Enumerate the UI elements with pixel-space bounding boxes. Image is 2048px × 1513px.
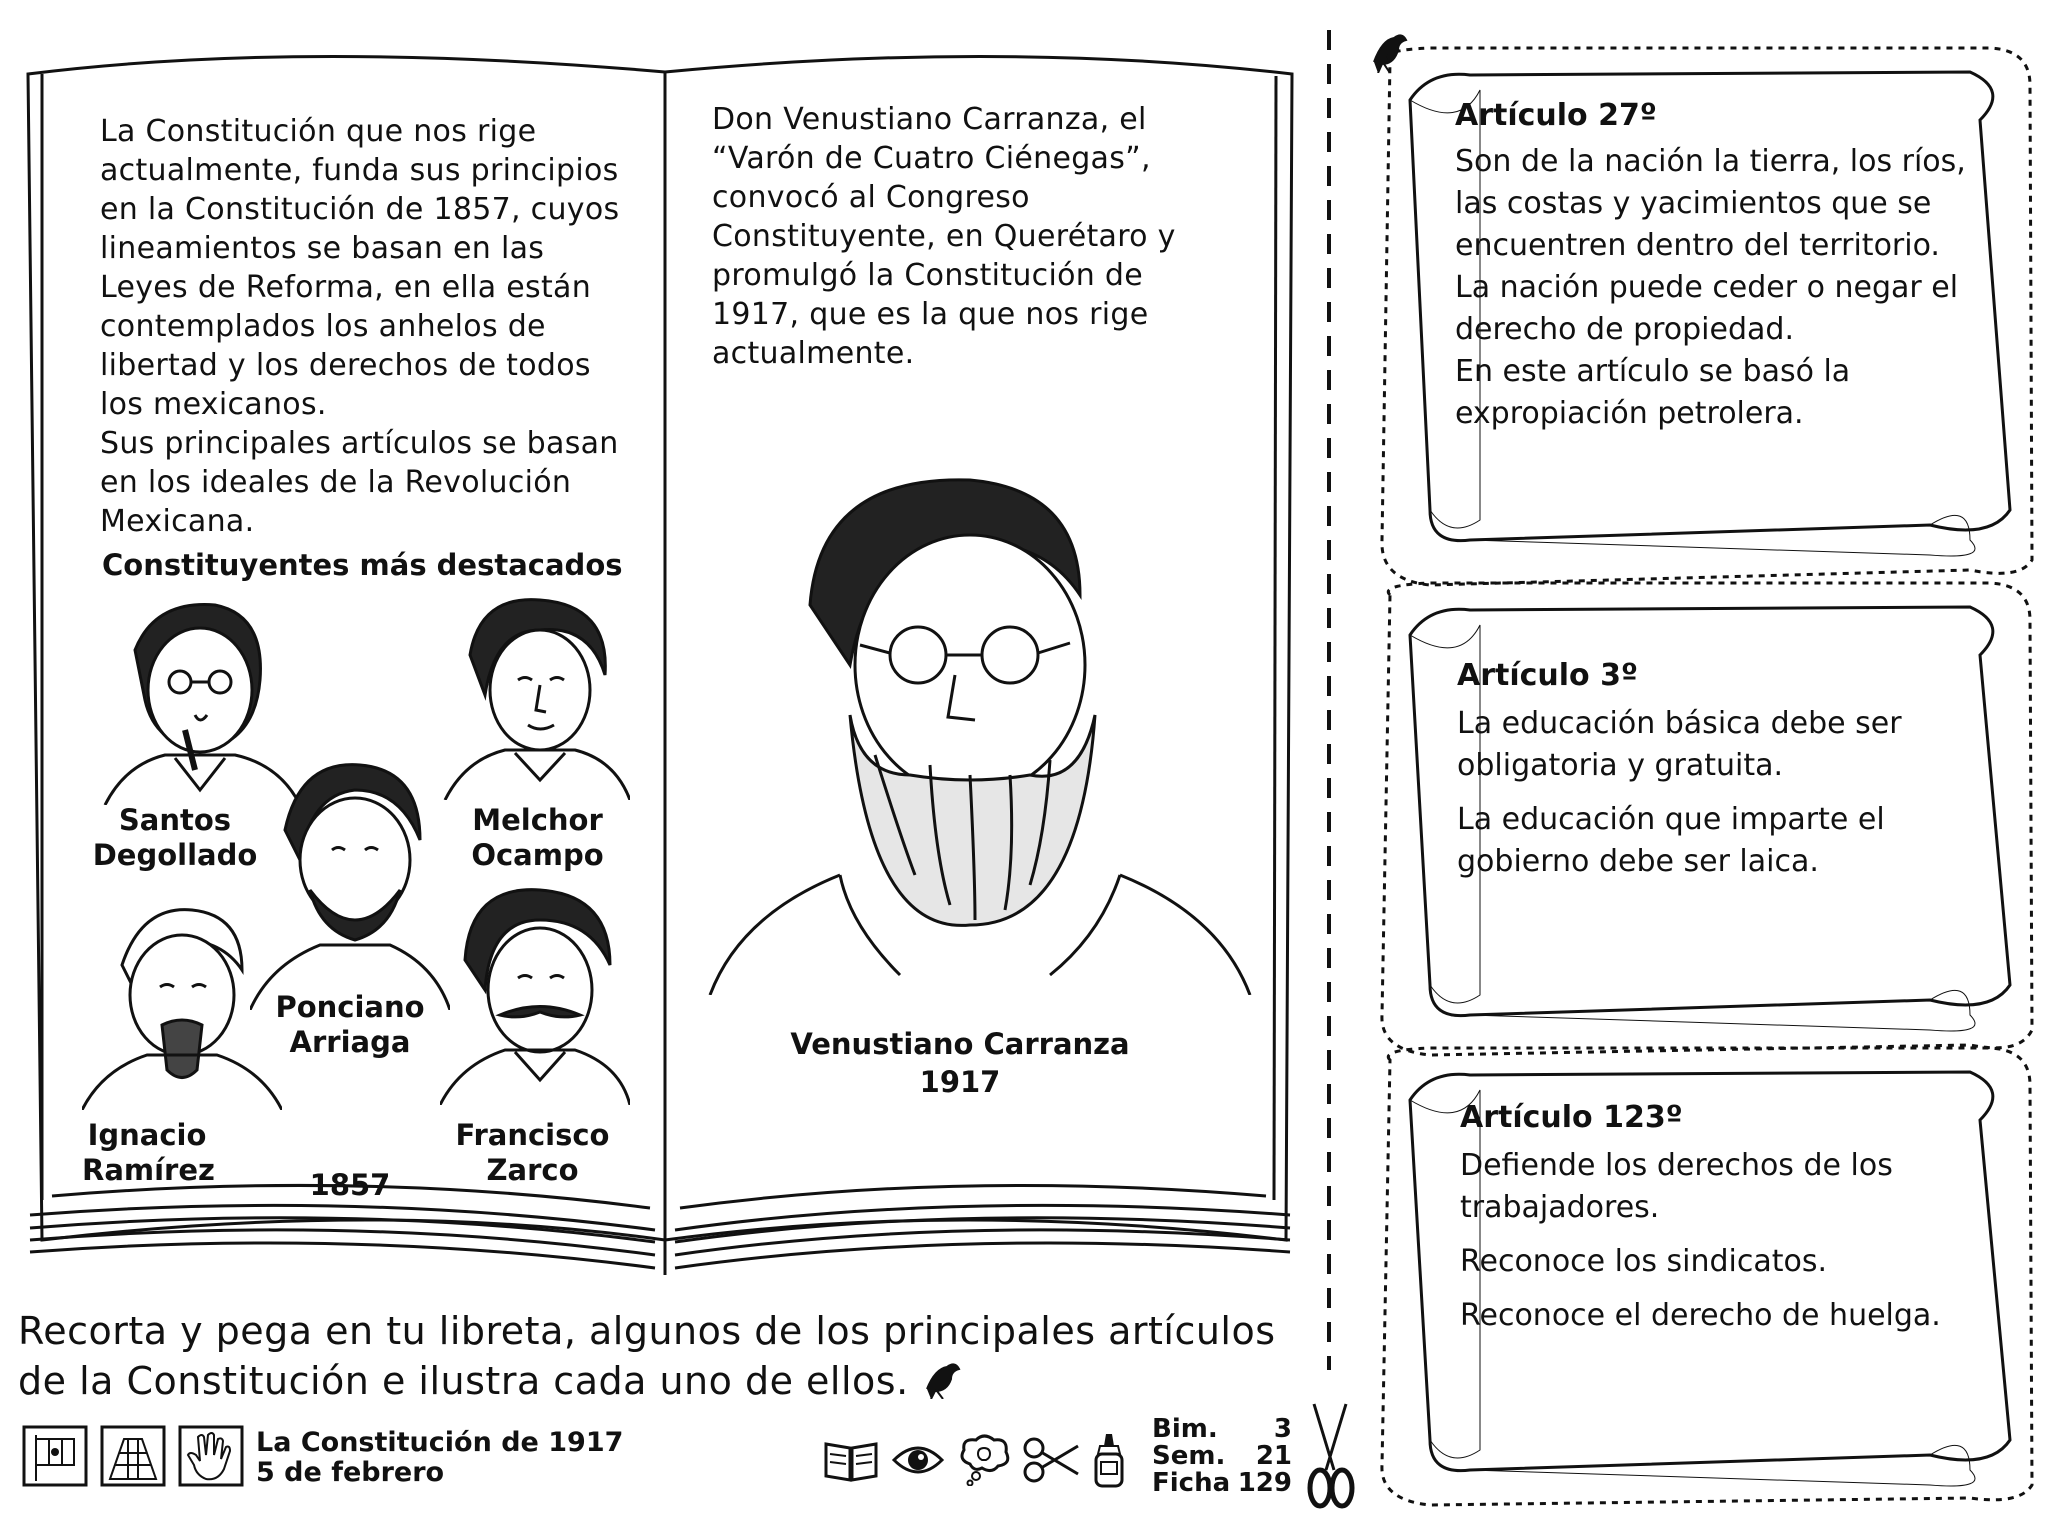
bim-label: Bim.: [1152, 1414, 1218, 1444]
portrait-francisco-zarco: [440, 880, 630, 1105]
label-ignacio-ramirez: Ignacio Ramírez: [82, 1118, 215, 1187]
label-santos-degollado: Santos Degollado: [92, 803, 258, 872]
scissors-cut-icon: [1300, 1400, 1360, 1510]
intro-text: [100, 112, 630, 541]
subject-icons: [22, 1425, 244, 1487]
bim-value: 3: [1273, 1414, 1292, 1444]
article-123-paragraph-3: Reconoce el derecho de huelga.: [1460, 1298, 1941, 1333]
flag-icon: [22, 1425, 88, 1487]
article-27-title: Artículo 27º: [1455, 98, 1657, 133]
portrait-melchor-ocampo: [440, 585, 630, 800]
article-27-paragraph-1: Son de la nación la tierra, los ríos, las costas y yacimientos que se encuentren dentro del territorio.: [1455, 144, 1966, 263]
footer-title-line2: 5 de febrero: [256, 1457, 445, 1488]
ficha-label: Ficha: [1152, 1468, 1231, 1498]
article-3-title: Artículo 3º: [1457, 658, 1638, 693]
article-27: [1455, 98, 1975, 435]
article-123-paragraph-1: Defiende los derechos de los trabajadores.: [1460, 1148, 1893, 1225]
portrait-ignacio-ramirez: [82, 895, 282, 1110]
label-francisco-zarco: Francisco Zarco: [455, 1118, 610, 1187]
intro-paragraph-2: Sus principales artículos se basan en los ideales de la Revolución Mexicana.: [100, 426, 619, 539]
ficha-block: [1152, 1416, 1292, 1497]
caption-carranza-name: Venustiano Carranza: [790, 1027, 1130, 1061]
article-123: [1460, 1100, 1980, 1337]
label-melchor-ocampo: Melchor Ocampo: [471, 803, 604, 872]
instruction-text: [18, 1306, 1288, 1411]
article-123-title: Artículo 123º: [1460, 1100, 1683, 1135]
article-3-paragraph-1: La educación básica debe ser obligatoria y gratuita.: [1457, 706, 1902, 783]
article-3: [1457, 658, 1977, 883]
label-ponciano-arriaga: Ponciano Arriaga: [275, 990, 425, 1059]
activity-icons: [822, 1432, 1126, 1488]
year-1857: 1857: [309, 1168, 391, 1202]
sem-label: Sem.: [1152, 1441, 1226, 1471]
article-27-paragraph-2: La nación puede ceder o negar el derecho de propiedad.: [1455, 270, 1959, 347]
carranza-paragraph: Don Venustiano Carranza, el “Varón de Cuatro Ciénegas”, convocó al Congreso Constituyente, en Querétaro y promulgó la Constitución de 1917, que es la que nos rige actualmente.: [712, 102, 1176, 371]
footer-title-line1: La Constitución de 1917: [256, 1427, 624, 1458]
book-icon: [822, 1436, 880, 1484]
bird-icon: [921, 1357, 961, 1411]
cut-line: [1322, 30, 1336, 1370]
instruction-sentence: Recorta y pega en tu libreta, algunos de los principales artículos de la Constitución e ilustra cada uno de ellos.: [18, 1309, 1276, 1403]
ficha-value: 129: [1237, 1468, 1292, 1498]
constituents-heading: Constituyentes más destacados: [102, 548, 623, 582]
sem-value: 21: [1255, 1441, 1292, 1471]
portrait-venustiano-carranza: [700, 455, 1260, 995]
scissors-icon: [1022, 1436, 1082, 1484]
caption-carranza-year: 1917: [919, 1065, 1001, 1099]
article-27-paragraph-3: En este artículo se basó la expropiación petrolera.: [1455, 354, 1851, 431]
article-123-paragraph-2: Reconoce los sindicatos.: [1460, 1244, 1828, 1279]
eye-icon: [890, 1436, 946, 1484]
hand-icon: [178, 1425, 244, 1487]
thought-bulb-icon: [956, 1434, 1012, 1486]
glue-icon: [1092, 1432, 1126, 1488]
article-3-paragraph-2: La educación que imparte el gobierno debe ser laica.: [1457, 802, 1885, 879]
intro-paragraph-1: La Constitución que nos rige actualmente, funda sus principios en la Constitución de 1857, cuyos lineamientos se basan en las Leyes de Reforma, en ella están contemplados los anhelos de libertad y los derechos de todos los mexicanos.: [100, 114, 620, 422]
pyramid-icon: [100, 1425, 166, 1487]
